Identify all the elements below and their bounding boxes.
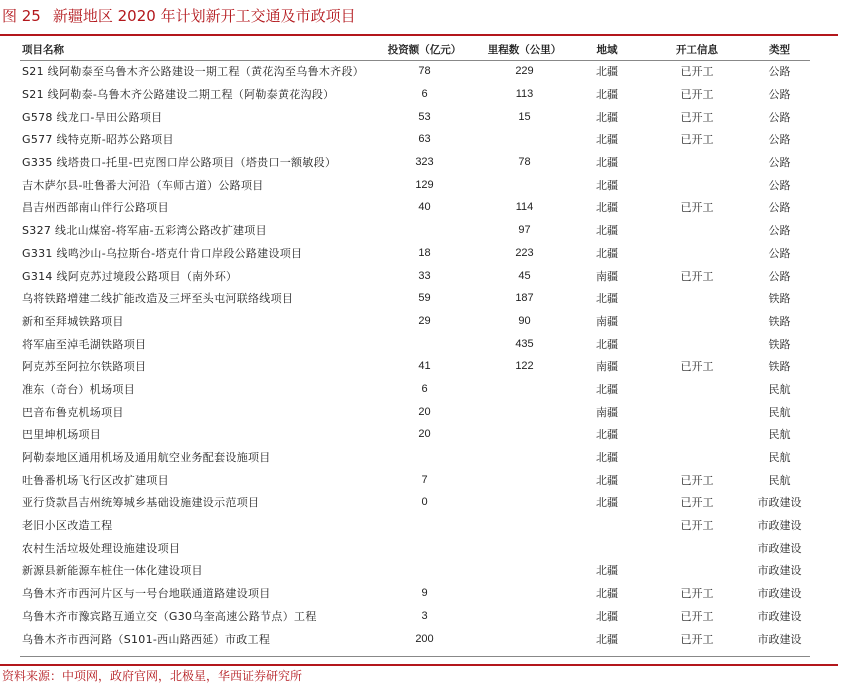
cell-type: 民航 bbox=[768, 405, 791, 419]
cell-project-name: 巴里坤机场项目 bbox=[22, 428, 102, 442]
cell-region: 北疆 bbox=[596, 88, 618, 102]
cell-type: 公路 bbox=[768, 156, 791, 170]
cell-region: 南疆 bbox=[596, 405, 618, 419]
cell-region: 北疆 bbox=[596, 156, 618, 170]
table-row bbox=[20, 536, 812, 559]
cell-investment bbox=[367, 219, 482, 242]
table-row bbox=[20, 60, 812, 83]
cell-project-name: 乌将铁路增建二线扩能改造及三坪至头屯河联络线项目 bbox=[22, 292, 294, 306]
cell-project-name: 新源县新能源车桩住一体化建设项目 bbox=[22, 564, 203, 578]
cell-length bbox=[482, 378, 567, 401]
cell-type: 公路 bbox=[768, 201, 791, 215]
cell-type: 市政建设 bbox=[757, 587, 802, 601]
cell-status: 已开工 bbox=[680, 632, 714, 646]
cell-investment: 78 bbox=[418, 65, 431, 78]
cell-project-name: S327 线北山煤窑-将军庙-五彩湾公路改扩建项目 bbox=[22, 224, 267, 238]
cell-status bbox=[647, 400, 747, 423]
cell-investment: 63 bbox=[418, 133, 431, 146]
table-row bbox=[20, 400, 812, 423]
cell-status: 已开工 bbox=[680, 587, 714, 601]
cell-status bbox=[647, 559, 747, 582]
cell-length: 122 bbox=[515, 360, 534, 373]
cell-region: 北疆 bbox=[596, 564, 618, 578]
cell-project-name: 昌吉州西部南山伴行公路项目 bbox=[22, 201, 169, 215]
cell-length bbox=[482, 605, 567, 628]
header-divider bbox=[20, 60, 810, 61]
table-row bbox=[20, 310, 812, 333]
cell-length: 113 bbox=[515, 88, 534, 101]
cell-type: 市政建设 bbox=[757, 609, 802, 623]
cell-length: 45 bbox=[518, 269, 531, 282]
cell-project-name: G335 线塔贵口-托里-巴克图口岸公路项目（塔贵口一额敏段） bbox=[22, 156, 337, 170]
cell-project-name: 将军庙至淖毛湖铁路项目 bbox=[22, 337, 147, 351]
cell-type: 铁路 bbox=[768, 337, 791, 351]
cell-region: 北疆 bbox=[596, 65, 618, 79]
cell-investment: 129 bbox=[415, 178, 434, 191]
table-row bbox=[20, 332, 812, 355]
figure-number: 图 25 bbox=[2, 7, 41, 25]
cell-project-name: 乌鲁木齐市西河路（S101-西山路西延）市政工程 bbox=[22, 632, 271, 646]
table-row bbox=[20, 468, 812, 491]
table-header-row bbox=[20, 38, 812, 60]
cell-investment bbox=[367, 332, 482, 355]
table-row bbox=[20, 264, 812, 287]
table-row bbox=[20, 173, 812, 196]
cell-status: 已开工 bbox=[680, 110, 714, 124]
cell-region: 北疆 bbox=[596, 292, 618, 306]
cell-investment: 33 bbox=[418, 269, 431, 282]
cell-project-name: 阿勒泰地区通用机场及通用航空业务配套设施项目 bbox=[22, 451, 271, 465]
cell-length: 187 bbox=[515, 292, 534, 305]
cell-region: 北疆 bbox=[596, 201, 618, 215]
table-row bbox=[20, 242, 812, 265]
table-body bbox=[20, 60, 812, 650]
cell-investment: 200 bbox=[415, 632, 434, 645]
cell-region bbox=[567, 536, 647, 559]
cell-type: 民航 bbox=[768, 451, 791, 465]
cell-investment: 6 bbox=[421, 382, 428, 395]
cell-type: 公路 bbox=[768, 178, 791, 192]
cell-investment: 0 bbox=[421, 496, 428, 509]
cell-type: 公路 bbox=[768, 224, 791, 238]
table-row bbox=[20, 605, 812, 628]
cell-length bbox=[482, 536, 567, 559]
cell-investment: 20 bbox=[418, 405, 431, 418]
table-row bbox=[20, 128, 812, 151]
cell-type: 公路 bbox=[768, 88, 791, 102]
cell-investment: 40 bbox=[418, 201, 431, 214]
cell-length bbox=[482, 627, 567, 650]
cell-status bbox=[647, 310, 747, 333]
cell-type: 铁路 bbox=[768, 360, 791, 374]
table-row bbox=[20, 378, 812, 401]
table-row bbox=[20, 287, 812, 310]
cell-length: 15 bbox=[518, 110, 531, 123]
cell-length: 90 bbox=[518, 314, 531, 327]
cell-status bbox=[647, 332, 747, 355]
cell-status bbox=[647, 219, 747, 242]
column-header-length: 里程数（公里） bbox=[487, 43, 562, 56]
table-row bbox=[20, 491, 812, 514]
source-note: 资料来源：中项网，政府官网，北极星，华西证券研究所 bbox=[2, 669, 303, 683]
cell-length: 97 bbox=[518, 224, 531, 237]
cell-investment: 18 bbox=[418, 246, 431, 259]
cell-type: 铁路 bbox=[768, 292, 791, 306]
cell-status: 已开工 bbox=[680, 269, 714, 283]
column-header-name: 项目名称 bbox=[22, 43, 64, 56]
cell-project-name: 乌鲁木齐市豫宾路互通立交（G30乌奎高速公路节点）工程 bbox=[22, 609, 317, 623]
cell-type: 公路 bbox=[768, 246, 791, 260]
projects-table bbox=[20, 38, 812, 650]
cell-investment: 6 bbox=[421, 88, 428, 101]
cell-status bbox=[647, 378, 747, 401]
cell-project-name: 农村生活垃圾处理设施建设项目 bbox=[22, 541, 181, 555]
cell-type: 市政建设 bbox=[757, 541, 802, 555]
cell-status: 已开工 bbox=[680, 609, 714, 623]
cell-project-name: 老旧小区改造工程 bbox=[22, 519, 113, 533]
cell-region: 北疆 bbox=[596, 246, 618, 260]
table-row bbox=[20, 423, 812, 446]
cell-investment: 9 bbox=[421, 587, 428, 600]
table-row bbox=[20, 196, 812, 219]
cell-length bbox=[482, 128, 567, 151]
cell-project-name: 阿克苏至阿拉尔铁路项目 bbox=[22, 360, 147, 374]
cell-length: 78 bbox=[518, 156, 531, 169]
cell-project-name: 吉木萨尔县-吐鲁番大河沿（车师古道）公路项目 bbox=[22, 178, 264, 192]
cell-type: 公路 bbox=[768, 269, 791, 283]
cell-length bbox=[482, 423, 567, 446]
cell-status bbox=[647, 287, 747, 310]
cell-region: 北疆 bbox=[596, 587, 618, 601]
cell-type: 公路 bbox=[768, 110, 791, 124]
cell-investment: 7 bbox=[421, 473, 428, 486]
cell-region: 北疆 bbox=[596, 133, 618, 147]
top-divider bbox=[0, 34, 838, 36]
column-header-investment: 投资额（亿元） bbox=[387, 43, 462, 56]
table-row bbox=[20, 83, 812, 106]
cell-project-name: 吐鲁番机场飞行区改扩建项目 bbox=[22, 473, 169, 487]
column-header-type: 类型 bbox=[769, 43, 790, 56]
cell-status: 已开工 bbox=[680, 473, 714, 487]
cell-project-name: G577 线特克斯-昭苏公路项目 bbox=[22, 133, 174, 147]
cell-type: 市政建设 bbox=[757, 519, 802, 533]
cell-region: 北疆 bbox=[596, 224, 618, 238]
table-row bbox=[20, 514, 812, 537]
cell-length bbox=[482, 173, 567, 196]
cell-investment: 59 bbox=[418, 292, 431, 305]
cell-project-name: 新和至拜城铁路项目 bbox=[22, 314, 124, 328]
cell-project-name: 巴音布鲁克机场项目 bbox=[22, 405, 124, 419]
column-header-status: 开工信息 bbox=[676, 43, 718, 56]
table-row bbox=[20, 582, 812, 605]
cell-region: 南疆 bbox=[596, 269, 618, 283]
cell-type: 市政建设 bbox=[757, 496, 802, 510]
cell-status bbox=[647, 536, 747, 559]
cell-type: 铁路 bbox=[768, 314, 791, 328]
cell-length bbox=[482, 446, 567, 469]
figure-caption: 新疆地区 2020 年计划新开工交通及市政项目 bbox=[52, 7, 356, 25]
cell-region: 北疆 bbox=[596, 609, 618, 623]
table-row bbox=[20, 446, 812, 469]
cell-investment bbox=[367, 446, 482, 469]
cell-length bbox=[482, 491, 567, 514]
cell-length bbox=[482, 514, 567, 537]
table-row bbox=[20, 627, 812, 650]
table-row bbox=[20, 219, 812, 242]
cell-status bbox=[647, 423, 747, 446]
cell-type: 公路 bbox=[768, 65, 791, 79]
cell-status: 已开工 bbox=[680, 133, 714, 147]
table-row bbox=[20, 105, 812, 128]
cell-status bbox=[647, 242, 747, 265]
cell-status: 已开工 bbox=[680, 201, 714, 215]
cell-region: 北疆 bbox=[596, 632, 618, 646]
cell-type: 民航 bbox=[768, 428, 791, 442]
table-row bbox=[20, 151, 812, 174]
cell-length bbox=[482, 400, 567, 423]
cell-region: 北疆 bbox=[596, 110, 618, 124]
cell-status bbox=[647, 173, 747, 196]
cell-length: 223 bbox=[515, 246, 534, 259]
cell-investment: 29 bbox=[418, 314, 431, 327]
cell-type: 市政建设 bbox=[757, 632, 802, 646]
cell-region: 北疆 bbox=[596, 337, 618, 351]
cell-type: 民航 bbox=[768, 473, 791, 487]
cell-type: 市政建设 bbox=[757, 564, 802, 578]
cell-region: 北疆 bbox=[596, 428, 618, 442]
cell-investment: 53 bbox=[418, 110, 431, 123]
cell-type: 公路 bbox=[768, 133, 791, 147]
cell-region: 北疆 bbox=[596, 382, 618, 396]
cell-region: 北疆 bbox=[596, 451, 618, 465]
cell-length bbox=[482, 559, 567, 582]
figure-title bbox=[2, 4, 356, 28]
table-row bbox=[20, 355, 812, 378]
cell-project-name: S21 线阿勒泰至乌鲁木齐公路建设一期工程（黄花沟至乌鲁木齐段） bbox=[22, 65, 365, 79]
cell-status: 已开工 bbox=[680, 65, 714, 79]
cell-status: 已开工 bbox=[680, 88, 714, 102]
cell-type: 民航 bbox=[768, 382, 791, 396]
cell-status bbox=[647, 446, 747, 469]
cell-region bbox=[567, 514, 647, 537]
cell-length: 114 bbox=[515, 201, 534, 214]
cell-project-name: 乌鲁木齐市西河片区与一号台地联通道路建设项目 bbox=[22, 587, 271, 601]
cell-length: 229 bbox=[515, 65, 534, 78]
cell-region: 北疆 bbox=[596, 496, 618, 510]
cell-project-name: G331 线鸣沙山-乌拉斯台-塔克什肯口岸段公路建设项目 bbox=[22, 246, 303, 260]
cell-project-name: G578 线龙口-旱田公路项目 bbox=[22, 110, 163, 124]
table-bottom-divider bbox=[20, 656, 810, 657]
cell-investment bbox=[367, 559, 482, 582]
cell-investment: 323 bbox=[415, 156, 434, 169]
cell-investment bbox=[367, 514, 482, 537]
column-header-region: 地域 bbox=[596, 43, 618, 56]
table-row bbox=[20, 559, 812, 582]
cell-region: 南疆 bbox=[596, 360, 618, 374]
cell-region: 北疆 bbox=[596, 178, 618, 192]
cell-project-name: G314 线阿克苏过境段公路项目（南外环） bbox=[22, 269, 238, 283]
cell-status: 已开工 bbox=[680, 360, 714, 374]
cell-length bbox=[482, 468, 567, 491]
cell-status: 已开工 bbox=[680, 496, 714, 510]
cell-investment bbox=[367, 536, 482, 559]
cell-investment: 3 bbox=[421, 609, 428, 622]
cell-length bbox=[482, 582, 567, 605]
cell-project-name: 准东（奇台）机场项目 bbox=[22, 382, 135, 396]
cell-region: 南疆 bbox=[596, 314, 618, 328]
cell-project-name: 亚行贷款昌吉州统筹城乡基础设施建设示范项目 bbox=[22, 496, 260, 510]
cell-status: 已开工 bbox=[680, 519, 714, 533]
cell-project-name: S21 线阿勒泰-乌鲁木齐公路建设二期工程（阿勒泰黄花沟段） bbox=[22, 88, 335, 102]
cell-region: 北疆 bbox=[596, 473, 618, 487]
cell-status bbox=[647, 151, 747, 174]
cell-investment: 20 bbox=[418, 428, 431, 441]
cell-investment: 41 bbox=[418, 360, 431, 373]
cell-length: 435 bbox=[515, 337, 534, 350]
